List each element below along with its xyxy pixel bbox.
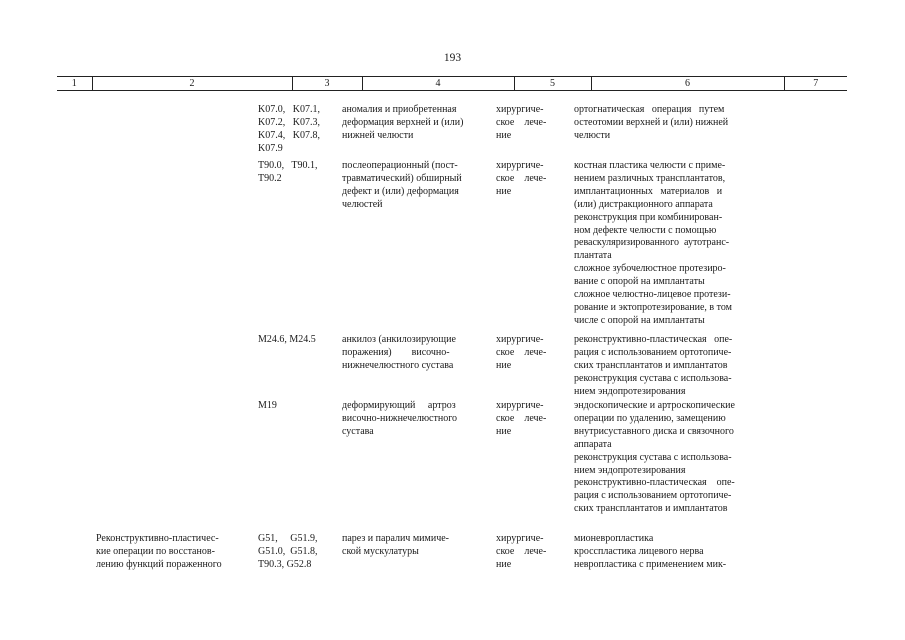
cell-line: K07.0, K07.1, — [258, 104, 320, 115]
cell-line: ние — [496, 425, 512, 437]
icd-codes-cell — [258, 104, 334, 156]
diagnosis-cell — [342, 104, 488, 143]
cell-line: ское лече- — [496, 116, 547, 128]
treatment-methods-cell — [574, 400, 766, 516]
cell-line: хирургиче- — [496, 160, 544, 171]
diagnosis-cell — [342, 160, 488, 212]
cell-line: ских трансплантатов и имплантатов — [574, 503, 728, 515]
cell-line: височно-нижнечелюстного — [342, 412, 458, 424]
cell-line: дефект и (или) деформация — [342, 185, 459, 197]
cell-line: (или) дистракционного аппарата — [574, 198, 713, 210]
cell-line: реконструкция сустава с использова- — [574, 451, 732, 463]
cell-line: костная пластика челюсти с приме- — [574, 160, 726, 171]
treatment-methods-cell — [574, 104, 766, 143]
cell-line: сложное зубочелюстное протезиро- — [574, 263, 726, 275]
cell-line: реконструктивно-пластическая опе- — [574, 477, 735, 489]
column-header-3: 3 — [292, 77, 362, 91]
cell-line: деформирующий артроз — [342, 400, 456, 411]
cell-line: K07.4, K07.8, — [258, 129, 320, 141]
cell-line: ние — [496, 359, 512, 371]
cell-line: лению функций пораженного — [96, 558, 222, 570]
cell-line: поражения) височно- — [342, 346, 450, 358]
cell-line: ское лече- — [496, 172, 547, 184]
cell-line: ние — [496, 558, 512, 570]
cell-line: послеоперационный (пост- — [342, 160, 458, 171]
cell-line: аномалия и приобретенная — [342, 104, 457, 115]
cell-line: ние — [496, 185, 512, 197]
cell-line: челюстей — [342, 198, 383, 210]
diagnosis-cell — [342, 533, 488, 559]
cell-line: рация с использованием ортотопиче- — [574, 490, 732, 502]
cell-line: нением различных трансплантатов, — [574, 172, 726, 184]
cell-line: травматический) обширный — [342, 172, 462, 184]
cell-line: ское лече- — [496, 346, 547, 358]
cell-line: хирургиче- — [496, 104, 544, 115]
cell-line: аппарата — [574, 438, 612, 450]
cell-line: кросспластика лицевого нерва — [574, 545, 704, 557]
cell-line: ортогнатическая операция путем — [574, 104, 725, 115]
cell-line: ских трансплантатов и имплантатов — [574, 359, 728, 371]
treatment-type-cell — [496, 160, 562, 199]
cell-line: ном дефекте челюсти с помощью — [574, 224, 717, 236]
cell-line: рование и эктопротезирование, в том — [574, 301, 732, 313]
treatment-methods-cell — [574, 334, 766, 399]
cell-line: реваскуляризированного аутотранс- — [574, 237, 730, 249]
cell-line: операции по удалению, замещению — [574, 412, 726, 424]
column-header-6: 6 — [591, 77, 784, 91]
cell-line: T90.3, G52.8 — [258, 558, 312, 570]
cell-line: имплантационных материалов и — [574, 185, 723, 197]
cell-line: рация с использованием ортотопиче- — [574, 346, 732, 358]
cell-line: нижней челюсти — [342, 129, 414, 141]
cell-line: деформация верхней и (или) — [342, 116, 464, 128]
column-header-4: 4 — [362, 77, 514, 91]
column-header-7: 7 — [784, 77, 847, 91]
treatment-type-cell — [496, 334, 562, 373]
cell-line: невропластика с применением мик- — [574, 558, 727, 570]
cell-line: плантата — [574, 250, 612, 262]
diagnosis-cell — [342, 334, 488, 373]
column-header-row — [57, 76, 847, 91]
cell-line: M19 — [258, 400, 277, 411]
cell-line: ние — [496, 129, 512, 141]
treatment-methods-cell — [574, 160, 766, 328]
cell-line: реконструкция при комбинирован- — [574, 211, 723, 223]
column-header-5: 5 — [514, 77, 591, 91]
cell-line: ское лече- — [496, 545, 547, 557]
cell-line: ской мускулатуры — [342, 545, 419, 557]
treatment-type-cell — [496, 400, 562, 439]
cell-line: T90.0, T90.1, — [258, 160, 318, 171]
cell-line: G51.0, G51.8, — [258, 545, 318, 557]
column-header-2: 2 — [92, 77, 292, 91]
cell-line: K07.2, K07.3, — [258, 116, 320, 128]
diagnosis-cell — [342, 400, 488, 439]
icd-codes-cell — [258, 334, 334, 347]
cell-line: кие операции по восстанов- — [96, 545, 215, 557]
cell-line: внутрисуставного диска и связочного — [574, 425, 734, 437]
treatment-type-cell — [496, 104, 562, 143]
treatment-type-cell — [496, 533, 562, 572]
cell-line: числе с опорой на имплантаты — [574, 314, 705, 326]
cell-line: эндоскопические и артроскопические — [574, 400, 735, 411]
cell-line: нием эндопротезирования — [574, 385, 686, 397]
cell-line: хирургиче- — [496, 400, 544, 411]
cell-line: реконструкция сустава с использова- — [574, 372, 732, 384]
cell-line: нием эндопротезирования — [574, 464, 686, 476]
page-number: 193 — [443, 52, 462, 64]
icd-codes-cell — [258, 400, 334, 413]
cell-line: M24.6, M24.5 — [258, 334, 316, 345]
treatment-methods-cell — [574, 533, 766, 572]
cell-line: сложное челюстно-лицевое протези- — [574, 289, 731, 301]
column-header-1: 1 — [57, 77, 92, 91]
cell-line: сустава — [342, 425, 374, 437]
cell-line: K07.9 — [258, 142, 283, 154]
cell-line: челюсти — [574, 129, 611, 141]
cell-line: нижнечелюстного сустава — [342, 359, 454, 371]
cell-line: анкилоз (анкилозирующие — [342, 334, 456, 345]
cell-line: G51, G51.9, — [258, 533, 318, 544]
icd-codes-cell — [258, 160, 334, 186]
cell-line: мионевропластика — [574, 533, 654, 544]
icd-codes-cell — [258, 533, 334, 572]
cell-line: Реконструктивно-пластичес- — [96, 533, 219, 544]
cell-line: остеотомии верхней и (или) нижней — [574, 116, 729, 128]
cell-line: хирургиче- — [496, 533, 544, 544]
cell-line: вание с опорой на имплантаты — [574, 276, 705, 288]
cell-line: хирургиче- — [496, 334, 544, 345]
cell-line: парез и паралич мимиче- — [342, 533, 449, 544]
procedure-group-cell — [96, 533, 248, 572]
cell-line: T90.2 — [258, 172, 282, 184]
cell-line: ское лече- — [496, 412, 547, 424]
cell-line: реконструктивно-пластическая опе- — [574, 334, 733, 345]
